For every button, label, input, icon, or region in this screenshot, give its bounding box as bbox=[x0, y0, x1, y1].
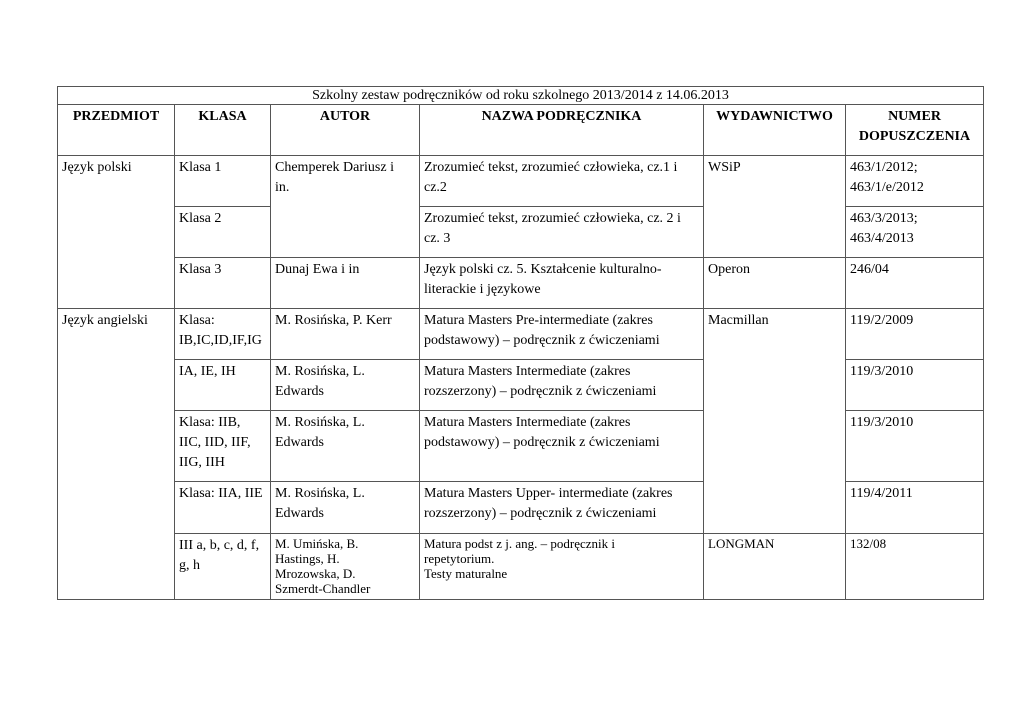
wydawnictwo-cell: Operon bbox=[704, 258, 846, 309]
klasa-cell: Klasa: IIB, IIC, IID, IIF, IIG, IIH bbox=[175, 411, 271, 482]
table-row bbox=[58, 156, 984, 207]
klasa-cell: III a, b, c, d, f, g, h bbox=[175, 534, 271, 600]
nazwa-cell: Zrozumieć tekst, zrozumieć człowieka, cz. 2 i cz. 3 bbox=[420, 207, 704, 258]
header-numer: NUMER DOPUSZCZENIA bbox=[846, 105, 984, 156]
autor-cell: Dunaj Ewa i in bbox=[271, 258, 420, 309]
wydawnictwo-cell: Macmillan bbox=[704, 309, 846, 534]
table-row bbox=[58, 534, 984, 600]
header-wydawnictwo: WYDAWNICTWO bbox=[704, 105, 846, 156]
nazwa-cell: Język polski cz. 5. Kształcenie kulturalno- literackie i językowe bbox=[420, 258, 704, 309]
klasa-cell: Klasa: IIA, IIE bbox=[175, 482, 271, 534]
wydawnictwo-cell: LONGMAN bbox=[704, 534, 846, 600]
header-row bbox=[58, 105, 984, 156]
table-row bbox=[58, 360, 984, 411]
table-row bbox=[58, 258, 984, 309]
table-row bbox=[58, 309, 984, 360]
table-row bbox=[58, 411, 984, 482]
autor-cell: M. Umińska, B. Hastings, H. Mrozowska, D. Szmerdt-Chandler bbox=[271, 534, 420, 600]
textbook-table bbox=[57, 86, 984, 600]
numer-cell: 463/1/2012; 463/1/e/2012 bbox=[846, 156, 984, 207]
numer-cell: 119/3/2010 bbox=[846, 411, 984, 482]
autor-cell: Chemperek Dariusz i in. bbox=[271, 156, 420, 258]
autor-cell: M. Rosińska, P. Kerr bbox=[271, 309, 420, 360]
autor-cell: M. Rosińska, L. Edwards bbox=[271, 411, 420, 482]
nazwa-cell: Matura Masters Upper- intermediate (zakres rozszerzony) – podręcznik z ćwiczeniami bbox=[420, 482, 704, 534]
header-klasa: KLASA bbox=[175, 105, 271, 156]
subject-cell: Język polski bbox=[58, 156, 175, 309]
klasa-cell: Klasa 3 bbox=[175, 258, 271, 309]
wydawnictwo-cell: WSiP bbox=[704, 156, 846, 258]
numer-cell: 119/4/2011 bbox=[846, 482, 984, 534]
nazwa-cell: Zrozumieć tekst, zrozumieć człowieka, cz.1 i cz.2 bbox=[420, 156, 704, 207]
header-nazwa: NAZWA PODRĘCZNIKA bbox=[420, 105, 704, 156]
autor-cell: M. Rosińska, L. Edwards bbox=[271, 360, 420, 411]
klasa-cell: Klasa: IB,IC,ID,IF,IG bbox=[175, 309, 271, 360]
table-title: Szkolny zestaw podręczników od roku szkolnego 2013/2014 z 14.06.2013 bbox=[58, 87, 984, 105]
klasa-cell: IA, IE, IH bbox=[175, 360, 271, 411]
numer-cell: 246/04 bbox=[846, 258, 984, 309]
numer-cell: 132/08 bbox=[846, 534, 984, 600]
subject-cell: Język angielski bbox=[58, 309, 175, 600]
header-przedmiot: PRZEDMIOT bbox=[58, 105, 175, 156]
nazwa-cell: Matura podst z j. ang. – podręcznik i repetytorium. Testy maturalne bbox=[420, 534, 704, 600]
table-row bbox=[58, 207, 984, 258]
numer-cell: 119/2/2009 bbox=[846, 309, 984, 360]
nazwa-cell: Matura Masters Pre-intermediate (zakres podstawowy) – podręcznik z ćwiczeniami bbox=[420, 309, 704, 360]
numer-cell: 119/3/2010 bbox=[846, 360, 984, 411]
autor-cell: M. Rosińska, L. Edwards bbox=[271, 482, 420, 534]
table-row bbox=[58, 482, 984, 534]
nazwa-cell: Matura Masters Intermediate (zakres rozszerzony) – podręcznik z ćwiczeniami bbox=[420, 360, 704, 411]
klasa-cell: Klasa 2 bbox=[175, 207, 271, 258]
nazwa-cell: Matura Masters Intermediate (zakres podstawowy) – podręcznik z ćwiczeniami bbox=[420, 411, 704, 482]
header-autor: AUTOR bbox=[271, 105, 420, 156]
numer-cell: 463/3/2013; 463/4/2013 bbox=[846, 207, 984, 258]
klasa-cell: Klasa 1 bbox=[175, 156, 271, 207]
